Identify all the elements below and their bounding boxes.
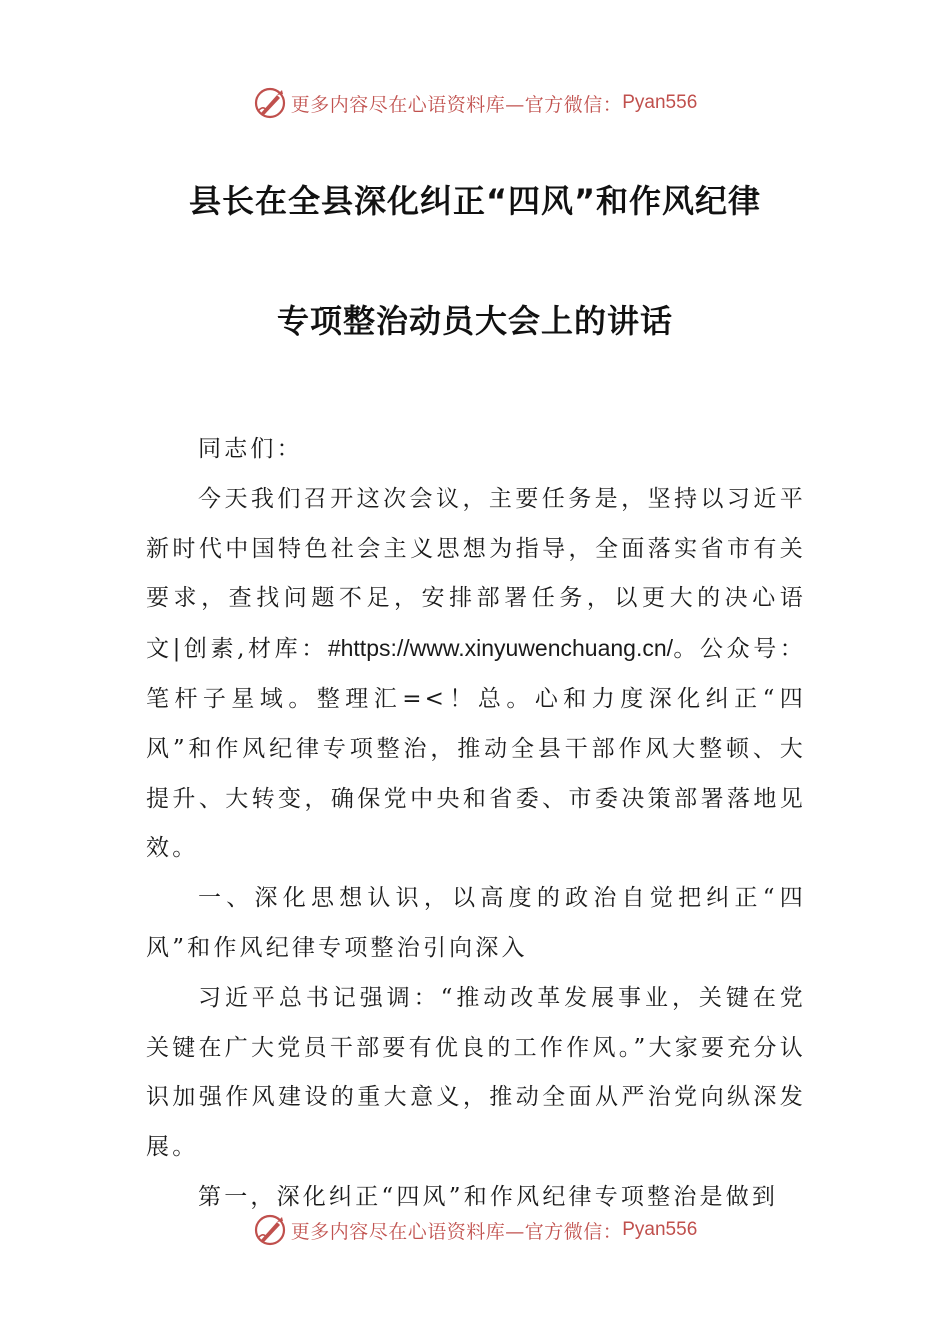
section-heading-1: 一、深化思想认识，以高度的政治自觉把纠正“四风”和作风纪律专项整治引向深入 (146, 885, 806, 961)
body-paragraph-first-point: 第一，深化纠正“四风”和作风纪律专项整治是做到 (198, 1183, 779, 1210)
document-title-line-1: 县长在全县深化纠正“四风”和作风纪律 (188, 182, 762, 220)
header-watermark-banner (0, 83, 950, 123)
document-body (146, 425, 806, 1223)
intro-text-continued: 。公众号：笔杆子星域。整理汇=<！总。心和力度深化纠正“四风”和作风纪律专项整治，推动全县干部作风大整顿、大提升、大转变，确保党中央和省委、市委决策部署落地见效。 (146, 636, 807, 862)
header-banner-text: 更多内容尽在心语资料库—官方微信： (290, 93, 623, 116)
quill-logo-icon (253, 86, 287, 120)
salutation-paragraph: 同志们： (198, 436, 303, 462)
intro-text: 今天我们召开这次会议，主要任务是，坚持以习近平新时代中国特色社会主义思想为指导，全面落实省市有关要求，查找问题不足，安排部署任务，以更大的决心语文|创素,材库： (146, 485, 806, 663)
document-title-line-2: 专项整治动员大会上的讲话 (276, 302, 673, 340)
quill-logo-icon (253, 1213, 287, 1247)
body-paragraph-quote: 习近平总书记强调：“推动改革发展事业，关键在党关键在广大党员干部要有优良的工作作风。”大家要充分认识加强作风建设的重大意义，推动全面从严治党向纵深发展。 (146, 984, 806, 1161)
intro-link-text: #https://www.xinyuwenchuang.cn/ (327, 635, 674, 662)
footer-banner-wechat-id: Pyan556 (622, 1219, 698, 1240)
header-banner-wechat-id: Pyan556 (622, 92, 698, 113)
body-paragraph-intro (146, 475, 806, 874)
footer-banner-text: 更多内容尽在心语资料库—官方微信： (290, 1220, 623, 1243)
footer-watermark-banner (0, 1210, 950, 1250)
